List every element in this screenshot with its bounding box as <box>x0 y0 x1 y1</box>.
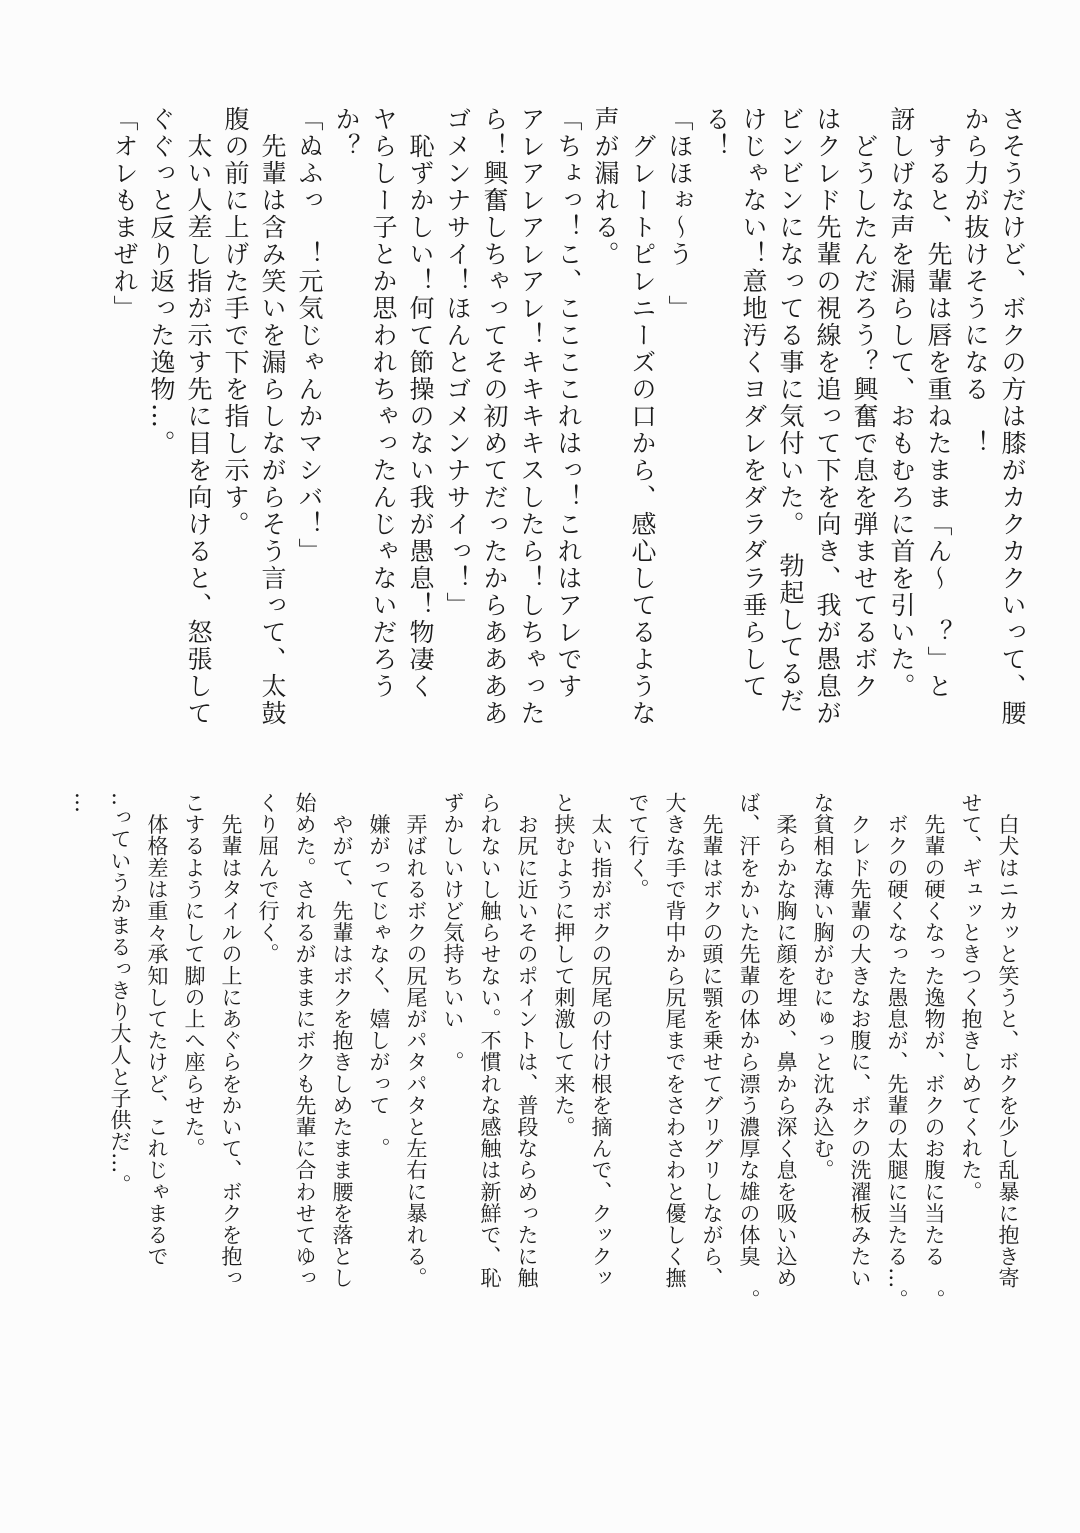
text-column: と挟むように押して刺激して来た。 <box>552 792 576 1138</box>
text-column: 訝しげな声を漏らして、おもむろに首を引いた。 <box>887 106 916 700</box>
text-column: はクレド先輩の視線を追って下を向き、我が愚息が <box>813 106 842 727</box>
text-column: 始めた。されるがままにボクも先輩に合わせてゆっ <box>293 792 317 1289</box>
text-column: 柔らかな胸に顔を埋め、鼻から深く息を吸い込め <box>774 792 798 1289</box>
text-column: ビンビンになってる事に気付いた。 勃起してるだ <box>776 106 805 715</box>
text-column: 腹の前に上げた手で下を指し示す。 <box>221 106 250 538</box>
text-column: な貧相な薄い胸がむにゅっと沈み込む。 <box>811 792 835 1181</box>
text-column: ゴメンナサイ！ほんとゴメンナサイっ！」 <box>443 106 472 619</box>
text-column: くり屈んで行く。 <box>256 792 280 965</box>
text-column: ‥っていうかまるっきり大人と子供だ…。 <box>108 792 132 1196</box>
text-column: ずかしいけど気持ちいい 。 <box>441 792 465 1073</box>
text-column: さそうだけど、ボクの方は膝がカクカクいって、腰 <box>998 106 1027 727</box>
text-column: けじゃない！意地汚くヨダレをダラダラ垂らして <box>739 106 768 700</box>
text-column: グレートピレニーズの口から、感心してるような <box>628 106 657 727</box>
text-column: ボクの硬くなった愚息が、先輩の太腿に当たる…。 <box>885 792 909 1311</box>
text-column: 声が漏れる。 <box>591 106 620 268</box>
text-column: クレド先輩の大きなお腹に、ボクの洗濯板みたい <box>848 792 872 1289</box>
text-column: 恥ずかしい！何て節操のない我が愚息！物凄く <box>406 106 435 700</box>
text-column: アレアレアレアレ！キキキキスしたら！しちゃった <box>517 106 546 727</box>
text-column: 白犬はニカッと笑うと、ボクを少し乱暴に抱き寄 <box>996 792 1020 1289</box>
text-column: か？ <box>332 106 361 160</box>
text-column: る！ <box>702 106 731 160</box>
text-column: どうしたんだろう？興奮で息を弾ませてるボク <box>850 106 879 700</box>
text-column: られないし触らせない。不慣れな感触は新鮮で、恥 <box>478 792 502 1289</box>
text-column: 先輩の硬くなった逸物が、ボクのお腹に当たる 。 <box>922 792 946 1311</box>
text-column: 嫌がってじゃなく、嬉しがって 。 <box>367 792 391 1160</box>
bottom-text-block <box>64 792 1026 1320</box>
text-column: こするようにして脚の上へ座らせた。 <box>182 792 206 1160</box>
text-column: 弄ばれるボクの尻尾がパタパタと左右に暴れる。 <box>404 792 428 1289</box>
text-column: すると、先輩は唇を重ねたまま「ん〜 ？」と <box>924 106 953 700</box>
text-column: やがて、先輩はボクを抱きしめたまま腰を落とし <box>330 792 354 1289</box>
text-column: お尻に近いそのポイントは、普段ならめったに触 <box>515 792 539 1289</box>
text-column: 「オレもまぜれ」 <box>110 106 139 322</box>
text-column: 「ぬふっ ！元気じゃんかマシバ！」 <box>295 106 324 565</box>
text-column: ば、汗をかいた先輩の体から漂う濃厚な雄の体臭 。 <box>737 792 761 1311</box>
text-column: せて、ギュッときつく抱きしめてくれた。 <box>959 792 983 1203</box>
text-column: ヤらしー子とか思われちゃったんじゃないだろう <box>369 106 398 700</box>
top-text-block <box>106 106 1031 754</box>
text-column: 大きな手で背中から尻尾までをさわさわと優しく撫 <box>663 792 687 1289</box>
text-column: 先輩は含み笑いを漏らしながらそう言って、太鼓 <box>258 106 287 727</box>
text-column: から力が抜けそうになる ！ <box>961 106 990 457</box>
text-column: 「ちょっ！こ、ここここれはっ！これはアレです <box>554 106 583 700</box>
text-column: 「ほほぉ〜う 」 <box>665 106 694 322</box>
text-column: ぐぐっと反り返った逸物…。 <box>147 106 176 457</box>
text-column: 太い人差し指が示す先に目を向けると、怒張して <box>184 106 213 727</box>
text-column: 先輩はタイルの上にあぐらをかいて、ボクを抱っ <box>219 792 243 1289</box>
text-column: … <box>71 792 95 814</box>
text-column: ら！興奮しちゃってその初めてだったからああああ <box>480 106 509 727</box>
text-column: 太い指がボクの尻尾の付け根を摘んで、クックッ <box>589 792 613 1289</box>
text-column: 先輩はボクの頭に顎を乗せてグリグリしながら、 <box>700 792 724 1289</box>
text-column: でて行く。 <box>626 792 650 900</box>
text-column: 体格差は重々承知してたけど、これじゃまるで <box>145 792 169 1268</box>
